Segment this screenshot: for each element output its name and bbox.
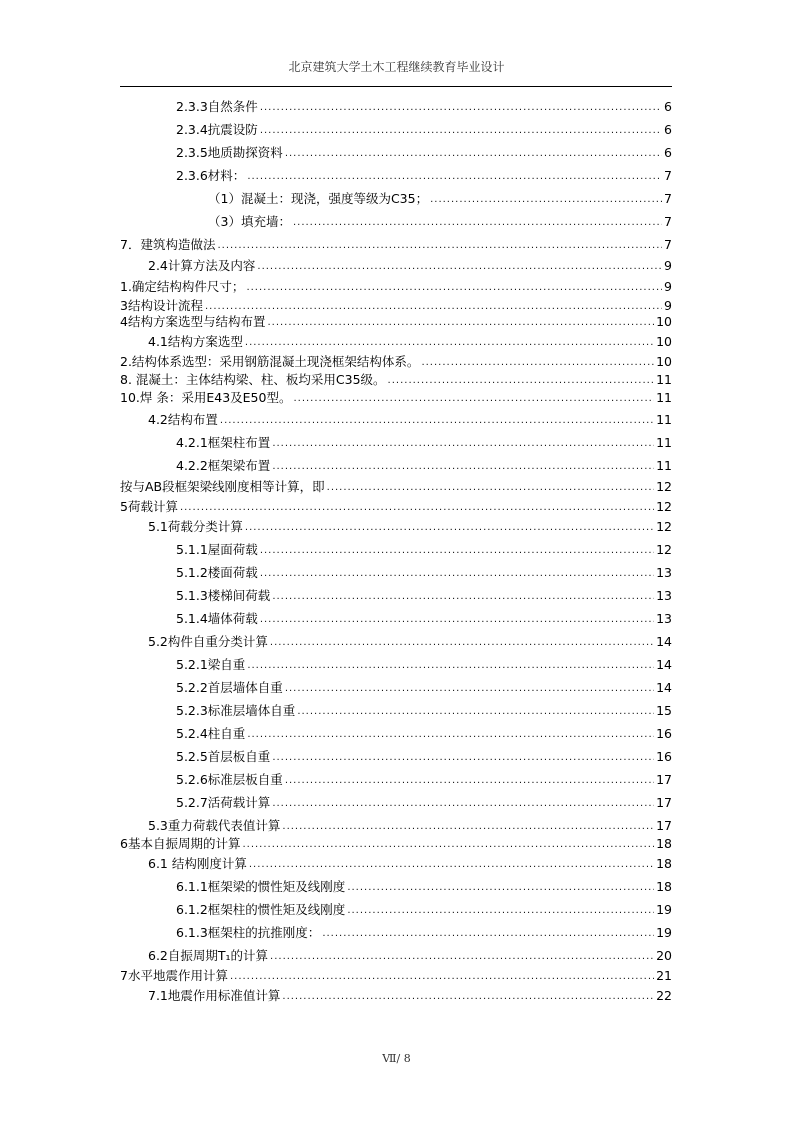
toc-entry-title: 10.焊 条：采用E43及E50型。 xyxy=(120,390,292,405)
toc-leader-dots xyxy=(430,193,662,207)
toc-entry[interactable] xyxy=(176,678,672,696)
toc-leader-dots xyxy=(245,336,654,350)
toc-entry-page: 20 xyxy=(656,948,672,963)
toc-entry-page: 14 xyxy=(656,680,672,695)
toc-entry-page: 17 xyxy=(656,818,672,833)
toc-entry-page: 18 xyxy=(656,856,672,871)
toc-entry-title: 5荷载计算 xyxy=(120,499,178,514)
toc-entry-title: 5.2构件自重分类计算 xyxy=(148,634,268,649)
toc-leader-dots xyxy=(180,501,654,515)
toc-entry-title: 按与AB段框架梁线刚度相等计算，即 xyxy=(120,479,325,494)
toc-leader-dots xyxy=(267,316,654,330)
toc-entry[interactable] xyxy=(176,120,672,138)
toc-leader-dots xyxy=(285,774,654,788)
toc-entry[interactable] xyxy=(176,97,672,115)
toc-entry-page: 7 xyxy=(664,168,672,183)
toc-leader-dots xyxy=(388,374,655,388)
toc-entry[interactable] xyxy=(176,655,672,673)
toc-entry[interactable] xyxy=(120,352,672,370)
toc-entry-title: 7．建筑构造做法 xyxy=(120,237,216,252)
toc-entry-page: 9 xyxy=(664,298,672,313)
toc-leader-dots xyxy=(260,544,654,558)
toc-entry-page: 21 xyxy=(656,968,672,983)
toc-entry[interactable] xyxy=(176,563,672,581)
toc-entry-page: 9 xyxy=(664,258,672,273)
toc-entry[interactable] xyxy=(148,632,672,650)
toc-entry-page: 6 xyxy=(664,99,672,114)
toc-leader-dots xyxy=(270,636,654,650)
toc-leader-dots xyxy=(347,881,654,895)
toc-entry-page: 6 xyxy=(664,145,672,160)
toc-entry-title: 5.2.7活荷载计算 xyxy=(176,795,271,810)
toc-entry-title: 6.1.1框架梁的惯性矩及线刚度 xyxy=(176,879,346,894)
toc-entry-title: 5.2.2首层墙体自重 xyxy=(176,680,283,695)
toc-leader-dots xyxy=(282,820,654,834)
toc-entry-title: 7水平地震作用计算 xyxy=(120,968,228,983)
toc-entry[interactable] xyxy=(148,410,672,428)
toc-entry-title: 2.3.6材料： xyxy=(176,168,246,183)
toc-entry[interactable] xyxy=(176,609,672,627)
toc-entry-title: 4.1结构方案选型 xyxy=(148,334,243,349)
toc-entry-title: （1）混凝土：现浇，强度等级为C35； xyxy=(208,191,429,206)
toc-entry-title: 2.3.3自然条件 xyxy=(176,99,258,114)
toc-entry[interactable] xyxy=(176,923,672,941)
toc-entry[interactable] xyxy=(176,586,672,604)
toc-entry-title: 5.1.2楼面荷载 xyxy=(176,565,258,580)
toc-entry[interactable] xyxy=(208,189,672,207)
toc-entry-page: 16 xyxy=(656,749,672,764)
toc-entry-title: 5.1.1屋面荷载 xyxy=(176,542,258,557)
page-number: Ⅶ/ 8 xyxy=(382,1052,411,1065)
toc-entry-title: 2.结构体系选型：采用钢筋混凝土现浇框架结构体系。 xyxy=(120,354,420,369)
toc-entry-page: 13 xyxy=(656,588,672,603)
toc-entry-page: 10 xyxy=(656,314,672,329)
toc-entry[interactable] xyxy=(120,388,672,406)
toc-entry[interactable] xyxy=(208,212,672,230)
toc-leader-dots xyxy=(217,239,662,253)
toc-entry[interactable] xyxy=(120,277,672,295)
toc-entry[interactable] xyxy=(120,370,672,388)
toc-entry[interactable] xyxy=(148,517,672,535)
toc-entry-title: 8. 混凝土：主体结构梁、柱、板均采用C35级。 xyxy=(120,372,386,387)
toc-leader-dots xyxy=(260,613,654,627)
toc-entry[interactable] xyxy=(176,456,672,474)
toc-entry[interactable] xyxy=(176,724,672,742)
toc-entry-title: （3）填充墙： xyxy=(208,214,291,229)
toc-entry-page: 12 xyxy=(656,519,672,534)
toc-entry[interactable] xyxy=(176,747,672,765)
toc-leader-dots xyxy=(297,705,654,719)
toc-entry[interactable] xyxy=(120,497,672,515)
toc-entry-page: 13 xyxy=(656,611,672,626)
toc-leader-dots xyxy=(272,797,654,811)
toc-entry-page: 7 xyxy=(664,237,672,252)
toc-leader-dots xyxy=(247,170,662,184)
toc-entry-page: 10 xyxy=(656,354,672,369)
toc-leader-dots xyxy=(245,521,654,535)
toc-entry-page: 22 xyxy=(656,988,672,1003)
toc-entry[interactable] xyxy=(176,701,672,719)
toc-entry-page: 11 xyxy=(656,390,672,405)
toc-leader-dots xyxy=(293,392,654,406)
toc-entry-title: 5.2.5首层板自重 xyxy=(176,749,271,764)
toc-entry-page: 12 xyxy=(656,499,672,514)
toc-entry-page: 11 xyxy=(656,435,672,450)
toc-leader-dots xyxy=(249,858,654,872)
toc-entry[interactable] xyxy=(176,540,672,558)
toc-leader-dots xyxy=(230,970,654,984)
toc-entry-title: 1.确定结构构件尺寸； xyxy=(120,279,245,294)
toc-entry-page: 14 xyxy=(656,657,672,672)
toc-entry[interactable] xyxy=(176,166,672,184)
toc-leader-dots xyxy=(270,950,654,964)
toc-entry-title: 5.2.6标准层板自重 xyxy=(176,772,283,787)
toc-entry[interactable] xyxy=(148,946,672,964)
toc-entry[interactable] xyxy=(148,256,672,274)
toc-leader-dots xyxy=(247,728,654,742)
toc-entry-page: 14 xyxy=(656,634,672,649)
toc-entry[interactable] xyxy=(176,770,672,788)
toc-entry-page: 11 xyxy=(656,412,672,427)
toc-entry-title: 5.2.3标准层墙体自重 xyxy=(176,703,296,718)
toc-leader-dots xyxy=(282,990,654,1004)
toc-entry-title: 5.3重力荷载代表值计算 xyxy=(148,818,281,833)
toc-leader-dots xyxy=(421,356,654,370)
toc-entry-page: 15 xyxy=(656,703,672,718)
toc-entry-title: 2.3.4抗震设防 xyxy=(176,122,258,137)
toc-entry[interactable] xyxy=(148,816,672,834)
toc-entry-page: 10 xyxy=(656,334,672,349)
toc-entry-title: 5.1荷载分类计算 xyxy=(148,519,243,534)
toc-entry[interactable] xyxy=(120,235,672,253)
toc-entry[interactable] xyxy=(176,433,672,451)
toc-leader-dots xyxy=(285,682,654,696)
toc-entry-page: 13 xyxy=(656,565,672,580)
header-divider xyxy=(120,86,672,87)
toc-entry-title: 6.1.2框架柱的惯性矩及线刚度 xyxy=(176,902,346,917)
toc-entry[interactable] xyxy=(148,986,672,1004)
toc-entry[interactable] xyxy=(120,834,672,852)
toc-entry-page: 11 xyxy=(656,372,672,387)
toc-entry[interactable] xyxy=(148,854,672,872)
toc-entry-page: 11 xyxy=(656,458,672,473)
toc-entry-title: 2.3.5地质勘探资料 xyxy=(176,145,283,160)
toc-leader-dots xyxy=(327,481,654,495)
toc-entry-page: 12 xyxy=(656,542,672,557)
toc-entry-page: 17 xyxy=(656,772,672,787)
toc-leader-dots xyxy=(260,567,654,581)
toc-entry-title: 5.1.3楼梯间荷载 xyxy=(176,588,271,603)
toc-leader-dots xyxy=(257,260,662,274)
toc-entry-page: 6 xyxy=(664,122,672,137)
toc-entry-title: 6.2自振周期T₁的计算 xyxy=(148,948,269,963)
toc-entry-page: 17 xyxy=(656,795,672,810)
toc-entry-page: 18 xyxy=(656,836,672,851)
toc-entry-title: 5.2.1梁自重 xyxy=(176,657,246,672)
toc-entry[interactable] xyxy=(120,966,672,984)
toc-entry-page: 7 xyxy=(664,191,672,206)
toc-entry-page: 9 xyxy=(664,279,672,294)
toc-leader-dots xyxy=(322,927,654,941)
toc-entry-page: 19 xyxy=(656,902,672,917)
toc-leader-dots xyxy=(247,659,654,673)
toc-entry-title: 6.1.3框架柱的抗推刚度： xyxy=(176,925,321,940)
toc-leader-dots xyxy=(272,437,654,451)
toc-entry-title: 4.2.2框架梁布置 xyxy=(176,458,271,473)
toc-entry-page: 12 xyxy=(656,479,672,494)
toc-leader-dots xyxy=(220,414,654,428)
toc-entry-title: 6基本自振周期的计算 xyxy=(120,836,241,851)
toc-entry[interactable] xyxy=(176,143,672,161)
toc-leader-dots xyxy=(260,101,662,115)
toc-entry-page: 18 xyxy=(656,879,672,894)
toc-entry-page: 7 xyxy=(664,214,672,229)
toc-entry-title: 2.4计算方法及内容 xyxy=(148,258,256,273)
toc-entry[interactable] xyxy=(176,877,672,895)
toc-entry[interactable] xyxy=(176,900,672,918)
toc-entry-page: 16 xyxy=(656,726,672,741)
toc-leader-dots xyxy=(246,281,662,295)
toc-leader-dots xyxy=(285,147,662,161)
toc-entry[interactable] xyxy=(120,312,672,330)
toc-entry-title: 6.1 结构刚度计算 xyxy=(148,856,247,871)
toc-entry[interactable] xyxy=(148,332,672,350)
toc-entry-title: 5.1.4墙体荷载 xyxy=(176,611,258,626)
toc-leader-dots xyxy=(293,216,662,230)
toc-entry-title: 3结构设计流程 xyxy=(120,298,203,313)
toc-leader-dots xyxy=(260,124,662,138)
toc-entry-title: 5.2.4柱自重 xyxy=(176,726,246,741)
page-header-title: 北京建筑大学土木工程继续教育毕业设计 xyxy=(288,60,505,74)
toc-leader-dots xyxy=(347,904,654,918)
toc-entry[interactable] xyxy=(120,477,672,495)
toc-entry-title: 7.1地震作用标准值计算 xyxy=(148,988,281,1003)
toc-entry[interactable] xyxy=(176,793,672,811)
toc-leader-dots xyxy=(272,590,654,604)
toc-entry-title: 4结构方案选型与结构布置 xyxy=(120,314,266,329)
toc-leader-dots xyxy=(272,751,654,765)
toc-entry-title: 4.2.1框架柱布置 xyxy=(176,435,271,450)
toc-entry-page: 19 xyxy=(656,925,672,940)
toc-leader-dots xyxy=(242,838,654,852)
toc-entry-title: 4.2结构布置 xyxy=(148,412,218,427)
toc-leader-dots xyxy=(272,460,654,474)
